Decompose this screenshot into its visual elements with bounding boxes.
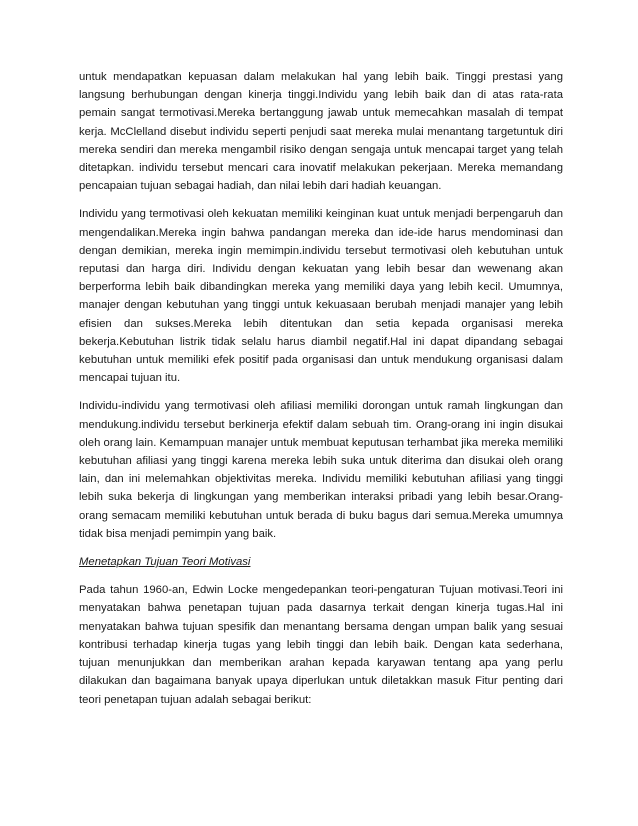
document-page xyxy=(79,68,563,719)
section-heading: Menetapkan Tujuan Teori Motivasi xyxy=(79,556,251,569)
paragraph-affiliation: Individu-individu yang termotivasi oleh afiliasi memiliki dorongan untuk ramah lingkungan dan mendukung.individu tersebut berkinerja efektif dalam sebuah tim. Orang-orang ini ingin disukai oleh orang lain. Kemampuan manajer untuk membuat keputusan terhambat jika mereka memiliki kebutuhan afiliasi yang tinggi karena mereka lebih suka untuk diterima dan disukai oleh orang lain, dan ini melemahkan objektivitas mereka. Individu memiliki kebutuhan afiliasi yang tinggi lebih suka bekerja di lingkungan yang memberikan interaksi pribadi yang lebih besar.Orang-orang semacam memiliki kebutuhan untuk berada di buku bagus dari semua.Mereka umumnya tidak bisa menjadi pemimpin yang baik. xyxy=(79,400,563,540)
paragraph-goal-setting: Pada tahun 1960-an, Edwin Locke mengedepankan teori-pengaturan Tujuan motivasi.Teori ini menyatakan bahwa penetapan tujuan pada dasarnya terkait dengan kinerja tugas.Hal ini menyatakan bahwa tujuan spesifik dan menantang bersama dengan umpan balik yang sesuai kontribusi terhadap kinerja tugas yang lebih tinggi dan lebih baik. Dengan kata sederhana, tujuan menunjukkan dan memberikan arahan kepada karyawan tentang apa yang perlu dilakukan dan bagaimana banyak upaya diperlukan untuk diletakkan masuk Fitur penting dari teori penetapan tujuan adalah sebagai berikut: xyxy=(79,584,563,706)
paragraph-power: Individu yang termotivasi oleh kekuatan memiliki keinginan kuat untuk menjadi berpengaruh dan mengendalikan.Mereka ingin bahwa pandangan mereka dan ide-ide harus mendominasi dan dengan demikian, mereka ingin memimpin.individu tersebut termotivasi oleh kebutuhan untuk reputasi dan harga diri. Individu dengan kekuatan yang lebih besar dan wewenang akan berperforma lebih baik dibandingkan mereka yang memiliki daya yang lebih kecil. Umumnya, manajer dengan kebutuhan yang tinggi untuk kekuasaan berubah menjadi manajer yang lebih efisien dan sukses.Mereka lebih ditentukan dan setia kepada organisasi mereka bekerja.Kebutuhan listrik tidak selalu harus diambil negatif.Hal ini dapat dipandang sebagai kebutuhan untuk memiliki efek positif pada organisasi dan untuk mendukung organisasi dalam mencapai tujuan itu. xyxy=(79,208,563,385)
paragraph-achievement: untuk mendapatkan kepuasan dalam melakukan hal yang lebih baik. Tinggi prestasi yang langsung berhubungan dengan kinerja tinggi.Individu yang lebih baik dan di atas rata-rata pemain sangat termotivasi.Mereka bertanggung jawab untuk memecahkan masalah di tempat kerja. McClelland disebut individu seperti penjudi saat mereka mulai menantang targetuntuk diri mereka sendiri dan mereka mengambil risiko dengan sengaja untuk mencapai target yang telah ditetapkan. individu tersebut mencari cara inovatif melakukan pekerjaan. Mereka memandang pencapaian tujuan sebagai hadiah, dan nilai lebih dari hadiah keuangan. xyxy=(79,71,563,193)
